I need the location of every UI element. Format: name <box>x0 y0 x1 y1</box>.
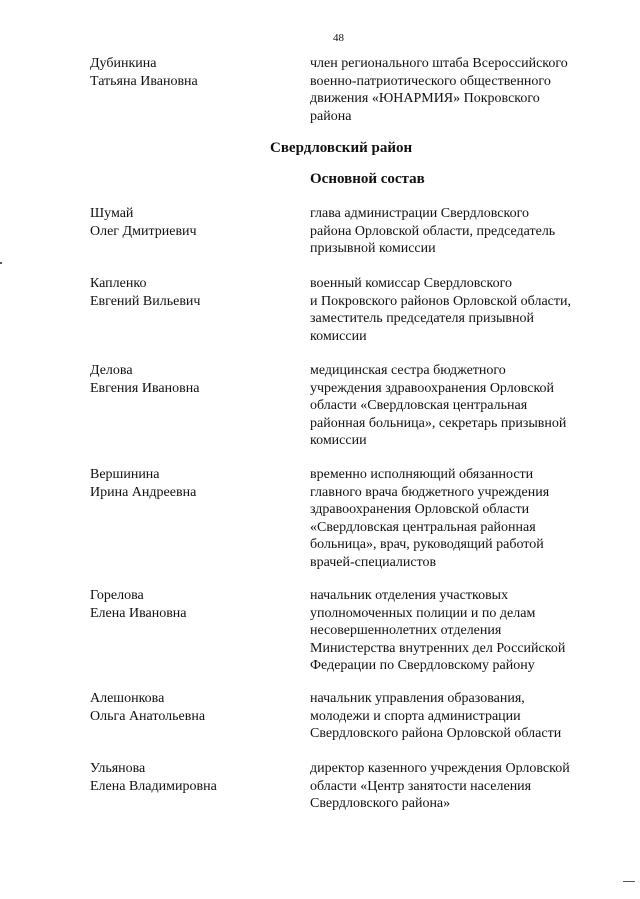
name-line: Ольга Анатольевна <box>90 708 206 724</box>
role-line: глава администрации Свердловского <box>310 206 529 221</box>
subsection-title: Основной состав <box>310 171 425 187</box>
role-line: временно исполняющий обязанности <box>310 467 534 482</box>
role-line: Свердловского района» <box>310 796 451 811</box>
member-name <box>90 55 198 90</box>
role-line: начальник управления образования, <box>310 691 525 706</box>
member-role <box>310 587 565 675</box>
name-line: Елена Ивановна <box>90 605 187 621</box>
name-line: Татьяна Ивановна <box>90 73 198 89</box>
name-line: Дубинкина <box>90 56 157 71</box>
name-line: Капленко <box>90 276 147 291</box>
role-line: и Покровского районов Орловской области, <box>310 293 571 309</box>
name-line: Елена Владимировна <box>90 778 217 794</box>
scan-dash <box>623 881 635 882</box>
role-line: района <box>310 108 352 124</box>
role-line: здравоохранения Орловской области <box>310 502 530 517</box>
role-line: член регионального штаба Всероссийского <box>310 56 568 71</box>
role-line: военный комиссар Свердловского <box>310 276 513 291</box>
role-line: несовершеннолетних отделения <box>310 623 502 638</box>
member-role <box>310 205 555 258</box>
member-name <box>90 362 199 397</box>
member-role <box>310 760 570 813</box>
name-line: Шумай <box>90 206 134 221</box>
role-line: области «Центр занятости населения <box>310 778 532 794</box>
role-line: Министерства внутренних дел Российской <box>310 640 566 656</box>
member-role <box>310 466 549 571</box>
member-name <box>90 587 187 622</box>
name-line: Горелова <box>90 588 144 603</box>
member-name <box>90 760 217 795</box>
role-line: заместитель председателя призывной <box>310 311 534 326</box>
role-line: учреждения здравоохранения Орловской <box>310 380 555 396</box>
name-line: Ирина Андреевна <box>90 484 197 500</box>
name-line: Вершинина <box>90 467 160 482</box>
section-title: Свердловский район <box>270 140 413 156</box>
page-number: 48 <box>333 32 344 44</box>
member-role <box>310 690 561 743</box>
name-line: Евгений Вильевич <box>90 293 201 309</box>
role-line: уполномоченных полиции и по делам <box>310 605 536 621</box>
name-line: Евгения Ивановна <box>90 380 200 396</box>
role-line: движения «ЮНАРМИЯ» Покровского <box>310 91 540 106</box>
member-role <box>310 362 566 450</box>
member-name <box>90 690 205 725</box>
role-line: больница», врач, руководящий работой <box>310 537 544 552</box>
role-line: директор казенного учреждения Орловской <box>310 761 570 776</box>
role-line: военно-патриотического общественного <box>310 73 551 89</box>
role-line: области «Свердловская центральная <box>310 398 528 413</box>
role-line: врачей-специалистов <box>310 554 437 570</box>
role-line: призывной комиссии <box>310 241 436 256</box>
role-line: Федерации по Свердловскому району <box>310 658 535 673</box>
role-line: медицинская сестра бюджетного <box>310 363 506 378</box>
scan-speck <box>0 262 2 264</box>
role-line: комиссии <box>310 433 367 448</box>
name-line: Делова <box>90 363 133 378</box>
role-line: главного врача бюджетного учреждения <box>310 484 550 500</box>
role-line: района Орловской области, председатель <box>310 223 556 239</box>
name-line: Ульянова <box>90 761 146 776</box>
name-line: Алешонкова <box>90 691 165 706</box>
member-role <box>310 275 571 345</box>
role-line: Свердловского района Орловской области <box>310 726 562 741</box>
member-name <box>90 275 200 310</box>
member-role <box>310 55 568 125</box>
role-line: начальник отделения участковых <box>310 588 509 603</box>
role-line: районная больница», секретарь призывной <box>310 415 567 431</box>
role-line: комиссии <box>310 328 367 344</box>
member-name <box>90 205 197 240</box>
role-line: молодежи и спорта администрации <box>310 708 521 724</box>
member-name <box>90 466 196 501</box>
role-line: «Свердловская центральная районная <box>310 519 536 535</box>
name-line: Олег Дмитриевич <box>90 223 197 239</box>
